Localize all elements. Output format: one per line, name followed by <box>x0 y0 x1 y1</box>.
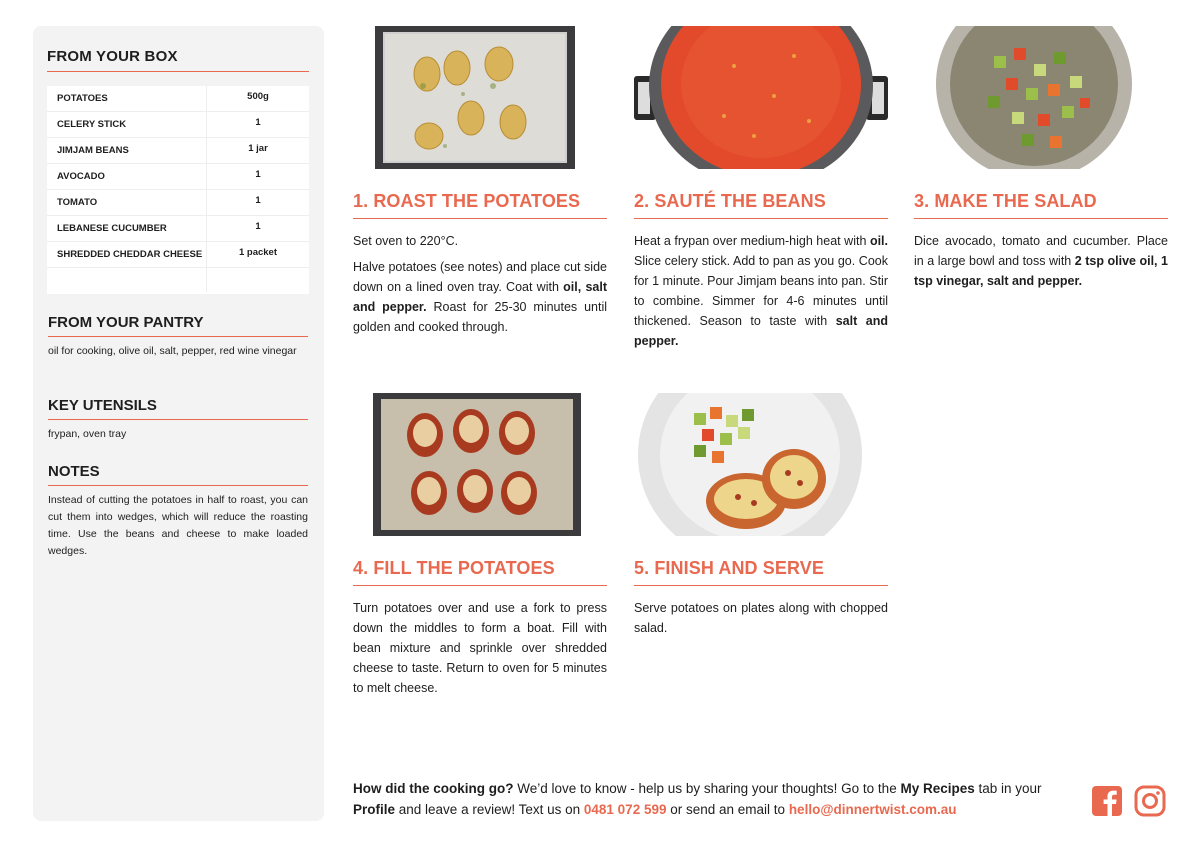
ingredient-qty: 1 <box>255 169 261 180</box>
ingredient-row <box>47 216 309 242</box>
ingredient-row-empty <box>47 268 309 292</box>
footer-text: and leave a review! Text us on <box>395 802 584 817</box>
ingredient-table <box>47 86 309 294</box>
profile-link[interactable]: Profile <box>353 802 396 817</box>
step-text <box>353 231 607 337</box>
step-title: 4. FILL THE POTATOES <box>353 558 607 586</box>
plated-dish-image <box>634 393 888 536</box>
feedback-question: How did the cooking go? <box>353 781 514 796</box>
from-your-box-heading: FROM YOUR BOX <box>47 48 309 72</box>
step-text <box>353 598 607 698</box>
facebook-icon[interactable] <box>1091 785 1123 817</box>
ingredient-row <box>47 112 309 138</box>
ingredient-name: POTATOES <box>47 86 207 111</box>
ingredient-qty: 1 <box>255 195 261 206</box>
salad-in-bowl-image <box>914 26 1168 169</box>
footer-text: We’d love to know - help us by sharing your thoughts! Go to the <box>513 781 901 796</box>
step-paragraph: Serve potatoes on plates along with chopped salad. <box>634 601 888 635</box>
ingredient-row <box>47 86 309 112</box>
utensils-title: KEY UTENSILS <box>48 397 308 420</box>
step-paragraph: Heat a frypan over medium-high heat with oil. Slice celery stick. Add to pan as you go. Cook for 1 minute. Pour Jimjam beans into pan. Stir to combine. Simmer for 4-6 minutes until thickened. Season to taste with salt and pepper. <box>634 234 888 348</box>
pantry-text: oil for cooking, olive oil, salt, pepper, red wine vinegar <box>48 345 297 357</box>
step-text <box>634 231 888 351</box>
ingredient-name: LEBANESE CUCUMBER <box>47 216 207 241</box>
ingredient-row <box>47 242 309 268</box>
notes-text: Instead of cutting the potatoes in half to roast, you can cut them into wedges, which will reduce the roasting time. Use the beans and cheese to make loaded wedges. <box>48 494 308 557</box>
my-recipes-link[interactable]: My Recipes <box>900 781 975 796</box>
step-5 <box>634 393 888 638</box>
ingredient-row <box>47 138 309 164</box>
sidebar <box>33 26 324 821</box>
step-title: 5. FINISH AND SERVE <box>634 558 888 586</box>
step-3 <box>914 26 1168 291</box>
ingredient-qty: 1 jar <box>248 143 268 154</box>
utensils-text: frypan, oven tray <box>48 428 127 440</box>
step-paragraph: Turn potatoes over and use a fork to press down the middles to form a boat. Fill with bean mixture and sprinkle over shredded cheese to taste. Return to oven for 5 minutes to melt cheese. <box>353 601 607 695</box>
step-text <box>634 598 888 638</box>
email-link[interactable]: hello@dinnertwist.com.au <box>788 802 957 817</box>
step-paragraph: Halve potatoes (see notes) and place cut side down on a lined oven tray. Coat with oil, salt and pepper. Roast for 25-30 minutes until golden and cooked through. <box>353 260 608 334</box>
ingredient-name: CELERY STICK <box>47 112 207 137</box>
step-paragraph: Set oven to 220°C. <box>353 234 459 248</box>
potatoes-on-tray-image <box>353 26 607 169</box>
step-paragraph: Dice avocado, tomato and cucumber. Place in a large bowl and toss with 2 tsp olive oil, 1 tsp vinegar, salt and pepper. <box>914 234 1168 288</box>
step-1 <box>353 26 607 337</box>
phone-link[interactable]: 0481 072 599 <box>583 802 667 817</box>
step-title: 1. ROAST THE POTATOES <box>353 191 607 219</box>
step-4 <box>353 393 607 698</box>
beans-in-pan-image <box>634 26 888 169</box>
ingredient-row <box>47 190 309 216</box>
ingredient-name: TOMATO <box>47 190 207 215</box>
ingredient-qty: 500g <box>247 91 269 102</box>
pantry-title: FROM YOUR PANTRY <box>48 314 308 337</box>
ingredient-qty: 1 <box>255 117 261 128</box>
pantry-section <box>48 314 308 360</box>
ingredient-row <box>47 164 309 190</box>
notes-title: NOTES <box>48 463 308 486</box>
footer-text: tab in your <box>974 781 1042 796</box>
ingredient-name: AVOCADO <box>47 164 207 189</box>
feedback-footer <box>353 778 1073 820</box>
instagram-icon[interactable] <box>1134 785 1166 817</box>
filled-potatoes-tray-image <box>353 393 607 536</box>
utensils-section <box>48 397 308 443</box>
ingredient-name: SHREDDED CHEDDAR CHEESE <box>47 242 207 267</box>
step-text <box>914 231 1168 291</box>
step-title: 3. MAKE THE SALAD <box>914 191 1168 219</box>
ingredient-qty: 1 packet <box>238 247 278 258</box>
ingredient-qty: 1 <box>255 221 261 232</box>
notes-section <box>48 463 308 560</box>
step-title: 2. SAUTÉ THE BEANS <box>634 191 888 219</box>
step-2 <box>634 26 888 351</box>
footer-text: or send an email to <box>666 802 789 817</box>
ingredient-name: JIMJAM BEANS <box>47 138 207 163</box>
